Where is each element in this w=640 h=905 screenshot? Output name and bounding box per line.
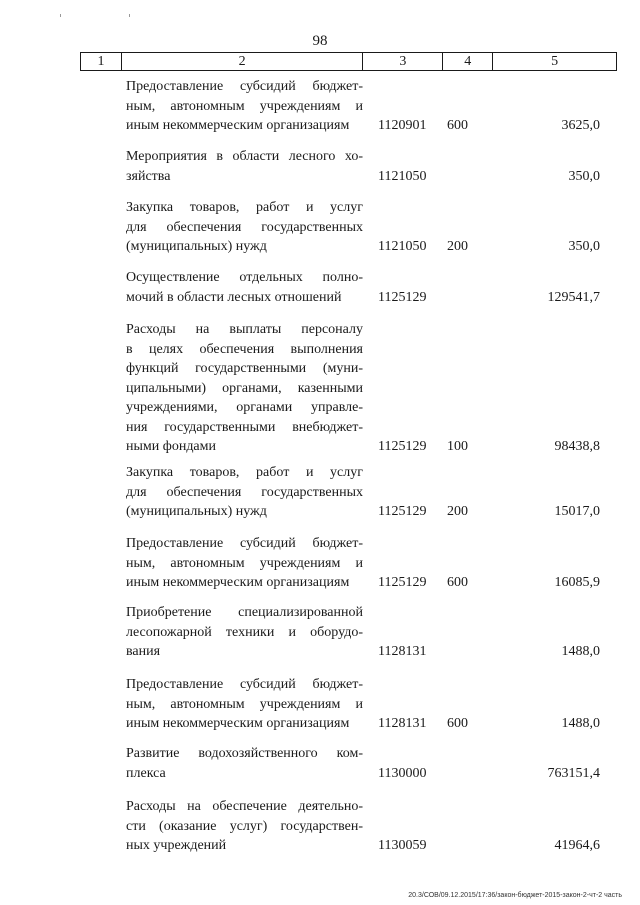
description-line: в целях обеспечения выполнения <box>126 341 363 357</box>
description-line: Развитие водохозяйственного ком- <box>126 746 363 761</box>
description-line: иным некоммерческим организациям <box>126 575 350 590</box>
row-code: 1120901 <box>378 118 427 133</box>
row-code: 1121050 <box>378 168 427 184</box>
scan-mark <box>60 14 61 17</box>
description-line: Расходы на обеспечение деятельно- <box>126 799 363 814</box>
row-amount: 16085,9 <box>554 575 600 590</box>
description-line: ных учреждений <box>126 838 227 853</box>
row-expense-type: 600 <box>447 118 468 133</box>
row-code: 1128131 <box>378 644 427 659</box>
description-line: (муниципальных) нужд <box>126 504 267 519</box>
row-code: 1125129 <box>378 439 427 454</box>
row-amount: 129541,7 <box>547 289 600 305</box>
row-description <box>126 147 363 186</box>
description-line: ципальными) органами, казенными <box>126 380 363 396</box>
row-amount: 98438,8 <box>554 439 600 454</box>
document-footer: 20.3/СОВ/09.12.2015/17:36/закон-бюджет-2015-закон-2-чт-2 часть <box>408 892 622 899</box>
row-amount: 1488,0 <box>561 716 600 731</box>
column-header: 1 <box>81 53 122 71</box>
description-line: ния государственными внебюджет- <box>126 419 363 435</box>
column-header-table <box>80 52 617 71</box>
description-line: иным некоммерческим организациям <box>126 118 350 133</box>
scan-mark <box>129 14 130 17</box>
row-amount: 763151,4 <box>547 765 600 781</box>
row-description <box>126 268 363 307</box>
row-expense-type: 600 <box>447 575 468 590</box>
description-line: ным, автономным учреждениям и <box>126 98 363 114</box>
description-line: Закупка товаров, работ и услуг <box>126 465 363 480</box>
row-code: 1121050 <box>378 239 427 254</box>
description-line: ным, автономным учреждениям и <box>126 555 363 571</box>
row-description <box>126 77 363 136</box>
description-line: Осуществление отдельных полно- <box>126 270 363 285</box>
description-line: Приобретение специализированной <box>126 605 363 620</box>
column-header: 4 <box>443 53 493 71</box>
row-amount: 1488,0 <box>561 644 600 659</box>
row-expense-type: 200 <box>447 504 468 519</box>
description-line: Мероприятия в области лесного хо- <box>126 149 363 164</box>
row-amount: 41964,6 <box>554 838 600 853</box>
description-line: Закупка товаров, работ и услуг <box>126 200 363 215</box>
row-description <box>126 463 363 522</box>
description-line: учреждениями, органами управле- <box>126 400 363 415</box>
row-description <box>126 534 363 593</box>
column-header-row <box>81 53 617 71</box>
description-line: плекса <box>126 765 166 781</box>
description-line: иным некоммерческим организациям <box>126 716 350 731</box>
column-header: 5 <box>493 53 617 71</box>
description-line: Расходы на выплаты персоналу <box>126 322 363 337</box>
row-description <box>126 603 363 662</box>
row-code: 1125129 <box>378 575 427 590</box>
description-line: вания <box>126 644 161 659</box>
description-line: функций государственными (муни- <box>126 361 363 376</box>
description-line: лесопожарной техники и оборудо- <box>126 624 363 640</box>
row-description <box>126 797 363 856</box>
description-line: ными фондами <box>126 439 217 454</box>
row-description <box>126 744 363 783</box>
row-amount: 15017,0 <box>554 504 600 519</box>
description-line: Предоставление субсидий бюджет- <box>126 536 363 551</box>
row-description <box>126 675 363 734</box>
row-code: 1128131 <box>378 716 427 731</box>
row-description <box>126 198 363 257</box>
description-line: ным, автономным учреждениям и <box>126 696 363 712</box>
row-code: 1125129 <box>378 289 427 305</box>
description-line: Предоставление субсидий бюджет- <box>126 79 363 94</box>
description-line: (муниципальных) нужд <box>126 239 267 254</box>
row-code: 1125129 <box>378 504 427 519</box>
row-expense-type: 600 <box>447 716 468 731</box>
row-amount: 350,0 <box>568 168 600 184</box>
row-code: 1130059 <box>378 838 427 853</box>
page-number: 98 <box>312 33 328 49</box>
row-code: 1130000 <box>378 765 427 781</box>
description-line: для обеспечения государственных <box>126 484 363 500</box>
description-line: сти (оказание услуг) государствен- <box>126 818 363 834</box>
row-expense-type: 200 <box>447 239 468 254</box>
row-amount: 350,0 <box>568 239 600 254</box>
description-line: зяйства <box>126 168 171 184</box>
column-header: 2 <box>121 53 363 71</box>
description-line: для обеспечения государственных <box>126 219 363 235</box>
column-header: 3 <box>363 53 443 71</box>
row-amount: 3625,0 <box>561 118 600 133</box>
description-line: мочий в области лесных отношений <box>126 289 342 305</box>
row-description <box>126 320 363 457</box>
description-line: Предоставление субсидий бюджет- <box>126 677 363 692</box>
row-expense-type: 100 <box>447 439 468 454</box>
